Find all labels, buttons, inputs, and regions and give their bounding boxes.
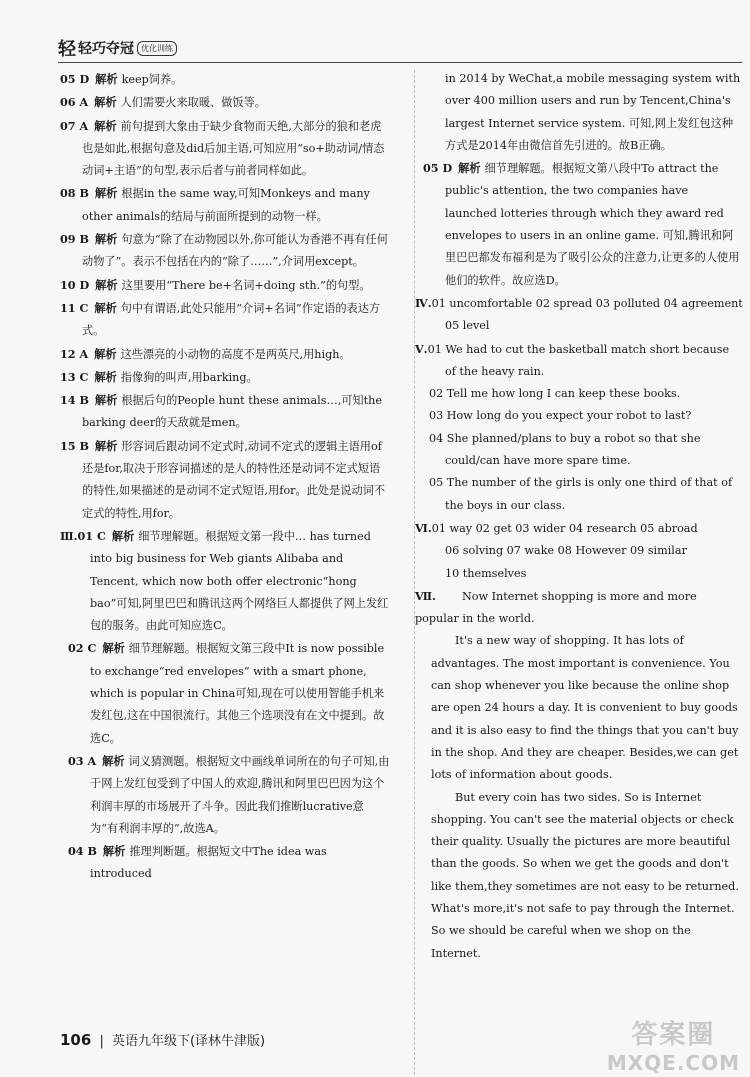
answer-item: Ⅲ.01 C 解析 细节理解题。根据短文第一段中… has turned into big business for Web giants Alibaba and Tencent, which now both offer electronic“hong bao”可知,阿里巴巴和腾讯这两个网络巨人都提供了网上发红包的服务。由此可知应选C。 bbox=[60, 528, 389, 633]
answer-item: 04 B 解析 推理判断题。根据短文中The idea was introduced bbox=[68, 844, 327, 881]
section-4: Ⅳ.01 uncomfortable 02 spread 03 polluted 04 agreement bbox=[415, 295, 743, 310]
logo-icon: 轻 bbox=[58, 39, 76, 60]
section-6-line: 06 solving 07 wake 08 However 09 similar bbox=[445, 544, 687, 558]
answer-item: 11 C 解析 句中有谓语,此处只能用“介词+名词”作定语的表达方式。 bbox=[60, 300, 381, 338]
watermark bbox=[607, 1014, 740, 1075]
logo-text: 轻巧夺冠 bbox=[78, 41, 134, 57]
book-title: 英语九年级下(译林牛津版) bbox=[111, 1034, 266, 1049]
header-rule bbox=[58, 62, 742, 63]
right-column bbox=[415, 68, 743, 965]
section-5-item: 04 She planned/plans to buy a robot so that she could/can have more spare time. bbox=[429, 431, 701, 468]
watermark-line2: MXQE.COM bbox=[606, 1051, 740, 1075]
answer-item: 06 A 解析 人们需要火来取暖、做饭等。 bbox=[60, 95, 266, 110]
answer-item: 02 C 解析 细节理解题。根据短文第三段中It is now possible to exchange“red envelopes” with a smart phone, which is popular in China可知,现在可以使用智能手机来发红包,这在中国很流行。其他三个选项没有在文中提到。故选C。 bbox=[68, 641, 385, 745]
essay-paragraph: But every coin has two sides. So is Internet shopping. You can't see the material objects or check their quality. Usually the pictures are more beautiful than the goods. So when we get the goods and don't like them,they sometimes are not easy to be returned. What's more,it's not safe to pay through the Internet. So we should be careful when we shop on the Internet. bbox=[431, 790, 739, 960]
section-5-item: Ⅴ.01 We had to cut the basketball match short because of the heavy rain. bbox=[415, 341, 730, 378]
answer-continuation: in 2014 by WeChat,a mobile messaging system with over 400 million users and run by Tencent,China's largest Internet service system. 可知,网上发红包这种方式是2014年由微信首先引进的。故B正确。 bbox=[445, 72, 741, 152]
answer-item: 09 B 解析 句意为“除了在动物园以外,你可能认为香港不再有任何动物了”。表示不包括在内的“除了……”,介词用except。 bbox=[60, 232, 388, 269]
section-4-line: 05 level bbox=[445, 319, 490, 333]
section-5-item: 05 The number of the girls is only one third of that of the boys in our class. bbox=[429, 476, 733, 512]
answer-item: 10 D 解析 这里要用“There be+名词+doing sth.”的句型。 bbox=[60, 277, 371, 292]
answer-item: 13 C 解析 指像狗的叫声,用barking。 bbox=[60, 369, 258, 384]
section-5-item: 03 How long do you expect your robot to last? bbox=[429, 409, 692, 423]
answer-item: 05 D 解析 keep饲养。 bbox=[60, 72, 183, 86]
logo-tag: 优化训练 bbox=[137, 41, 177, 56]
section-7: Ⅶ. Now Internet shopping is more and more popular in the world. bbox=[415, 588, 697, 626]
answer-item: 03 A 解析 词义猜测题。根据短文中画线单词所在的句子可知,由于网上发红包受到了中国人的欢迎,腾讯和阿里巴巴因为这个利润丰厚的市场展开了斗争。因此我们推断lucrative意为“有利润丰厚的”,故选A。 bbox=[68, 753, 390, 835]
answer-item: 07 A 解析 前句提到大象由于缺少食物而天绝,大部分的狼和老虎也是如此,根据句意及did后加主语,可知应用“so+助动词/情态动词+主语”的句型,表示后者与前者同样如此。 bbox=[60, 118, 385, 178]
answer-item: 14 B 解析 根据后句的People hunt these animals…,可知the barking deer的天敌就是men。 bbox=[60, 393, 382, 430]
essay-paragraph: It's a new way of shopping. It has lots of advantages. The most important is convenience. You can shop whenever you like because the online shop are open 24 hours a day. It is convenient to buy goods and it is also easy to find the things that you can't buy in the shop. And they are cheaper. Besides,we can get lots of information about goods. bbox=[431, 634, 739, 782]
section-6: Ⅵ.01 way 02 get 03 wider 04 research 05 abroad bbox=[415, 520, 698, 535]
answer-item: 12 A 解析 这些漂亮的小动物的高度不是两英尺,用high。 bbox=[60, 346, 351, 361]
header-logo bbox=[58, 36, 177, 60]
answer-item: 05 D 解析 细节理解题。根据短文第八段中To attract the public's attention, the two companies have launched lotteries through which they award red envelopes to users in an online game. 可知,腾讯和阿里巴巴都发布福利是为了吸引公众的注意力,让更多的人使用他们的软件。故应选D。 bbox=[423, 161, 740, 287]
section-6-line: 10 themselves bbox=[445, 566, 527, 580]
footer: 106 | 英语九年级下(译林牛津版) bbox=[60, 1031, 266, 1049]
answer-item: 15 B 解析 形容词后跟动词不定式时,动词不定式的逻辑主语用of还是for,取决于形容词描述的是人的特性还是动词不定式短语的特性,如果描述的是动词不定式短语,用for。此处是说动词不定式的特性,用for。 bbox=[60, 438, 386, 520]
page-number: 106 bbox=[60, 1031, 92, 1049]
left-column bbox=[60, 68, 390, 886]
watermark-line1: 答案圈 bbox=[631, 1020, 716, 1050]
answer-item: 08 B 解析 根据in the same way,可知Monkeys and many other animals的结局与前面所提到的动物一样。 bbox=[60, 186, 370, 223]
section-5-item: 02 Tell me how long I can keep these books. bbox=[429, 387, 681, 401]
